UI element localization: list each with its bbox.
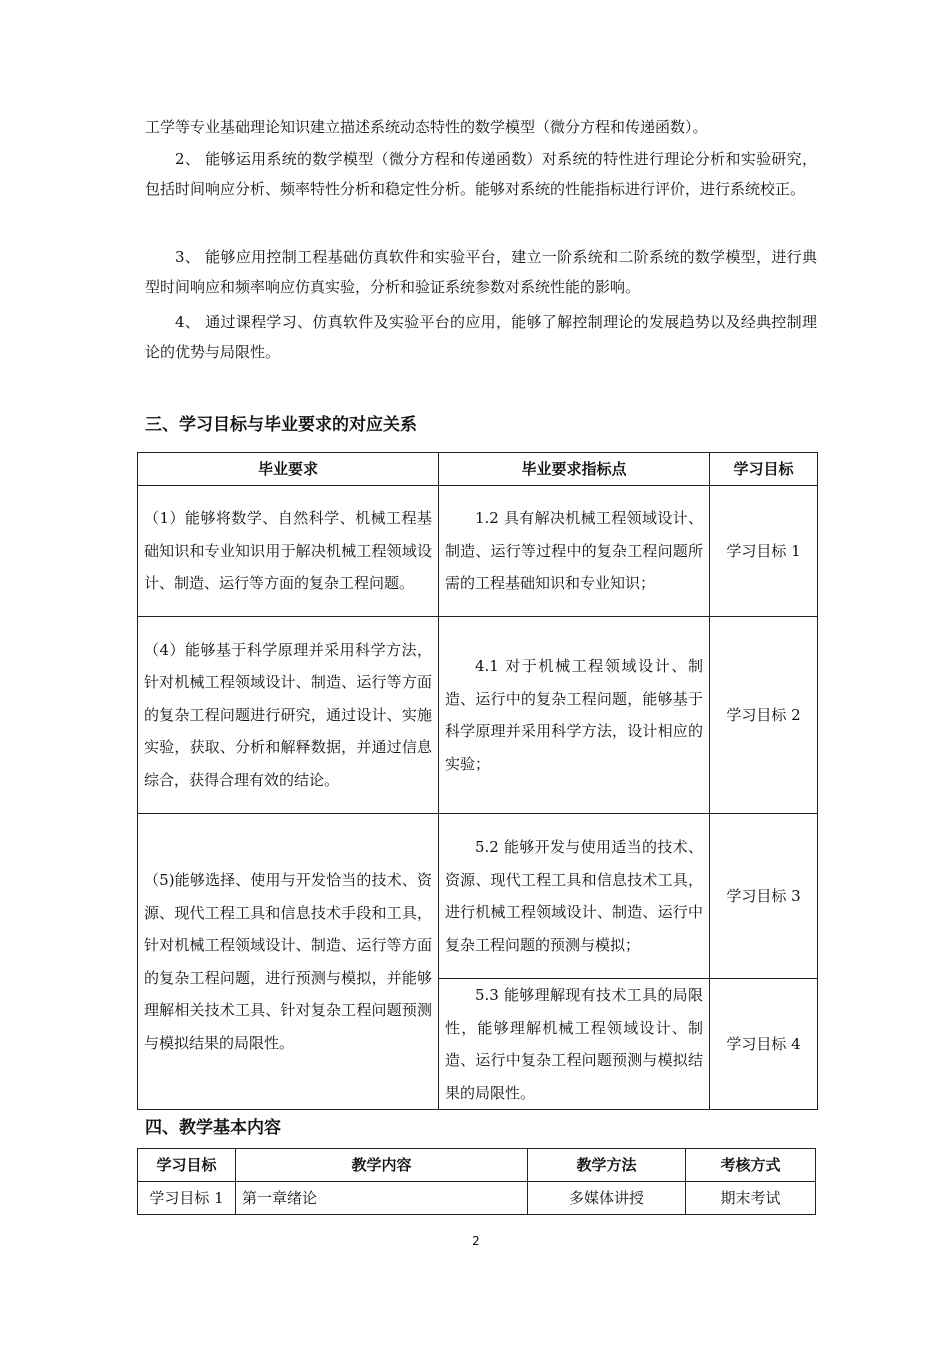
header-assessment: 考核方式 [686,1149,816,1182]
paragraph-1: 工学等专业基础理论知识建立描述系统动态特性的数学模型（微分方程和传递函数）。 [145,118,708,136]
header-indicator: 毕业要求指标点 [439,453,710,486]
header-goal: 学习目标 [710,453,818,486]
goal-cell: 学习目标 3 [710,814,818,979]
table-row [138,814,818,979]
indicator-cell: 5.2 能够开发与使用适当的技术、资源、现代工程工具和信息技术工具，进行机械工程领域设计、制造、运行中复杂工程问题的预测与模拟； [439,814,710,979]
section-4-title: 四、教学基本内容 [145,1118,281,1138]
requirement-cell: （4）能够基于科学原理并采用科学方法，针对机械工程领域设计、制造、运行等方面的复杂工程问题进行研究，通过设计、实施实验，获取、分析和解释数据，并通过信息综合，获得合理有效的结论。 [138,617,439,814]
table-row [138,1182,816,1215]
goal-cell: 学习目标 2 [710,617,818,814]
paragraph-4: 4、 通过课程学习、仿真软件及实验平台的应用，能够了解控制理论的发展趋势以及经典控制理论的优势与局限性。 [145,313,817,361]
indicator-cell: 1.2 具有解决机械工程领域设计、制造、运行等过程中的复杂工程问题所需的工程基础知识和专业知识； [439,486,710,617]
header-content: 教学内容 [236,1149,528,1182]
table-row [138,617,818,814]
requirements-table [137,452,818,1110]
indicator-cell: 5.3 能够理解现有技术工具的局限性，能够理解机械工程领域设计、制造、运行中复杂工程问题预测与模拟结果的局限性。 [439,979,710,1110]
table-header-row [138,453,818,486]
paragraph-3: 3、 能够应用控制工程基础仿真软件和实验平台，建立一阶系统和二阶系统的数学模型，进行典型时间响应和频率响应仿真实验，分析和验证系统参数对系统性能的影响。 [145,248,817,296]
header-goal: 学习目标 [138,1149,236,1182]
table-row [138,486,818,617]
method-cell: 多媒体讲授 [528,1182,686,1215]
table-header-row [138,1149,816,1182]
goal-cell: 学习目标 4 [710,979,818,1110]
assessment-cell: 期末考试 [686,1182,816,1215]
teaching-content-table [137,1148,816,1215]
page-number: 2 [472,1234,480,1248]
goal-cell: 学习目标 1 [138,1182,236,1215]
header-requirement: 毕业要求 [138,453,439,486]
paragraph-2: 2、 能够运用系统的数学模型（微分方程和传递函数）对系统的特性进行理论分析和实验研究，包括时间响应分析、频率特性分析和稳定性分析。能够对系统的性能指标进行评价，进行系统校正。 [145,150,817,198]
goal-cell: 学习目标 1 [710,486,818,617]
header-method: 教学方法 [528,1149,686,1182]
section-3-title: 三、学习目标与毕业要求的对应关系 [145,415,417,435]
requirement-cell: （5)能够选择、使用与开发恰当的技术、资源、现代工程工具和信息技术手段和工具，针对机械工程领域设计、制造、运行等方面的复杂工程问题，进行预测与模拟，并能够理解相关技术工具、针对复杂工程问题预测与模拟结果的局限性。 [138,814,439,1110]
requirement-cell: （1）能够将数学、自然科学、机械工程基础知识和专业知识用于解决机械工程领域设计、制造、运行等方面的复杂工程问题。 [138,486,439,617]
indicator-cell: 4.1 对于机械工程领域设计、制造、运行中的复杂工程问题，能够基于科学原理并采用科学方法，设计相应的实验； [439,617,710,814]
content-cell: 第一章绪论 [236,1182,528,1215]
